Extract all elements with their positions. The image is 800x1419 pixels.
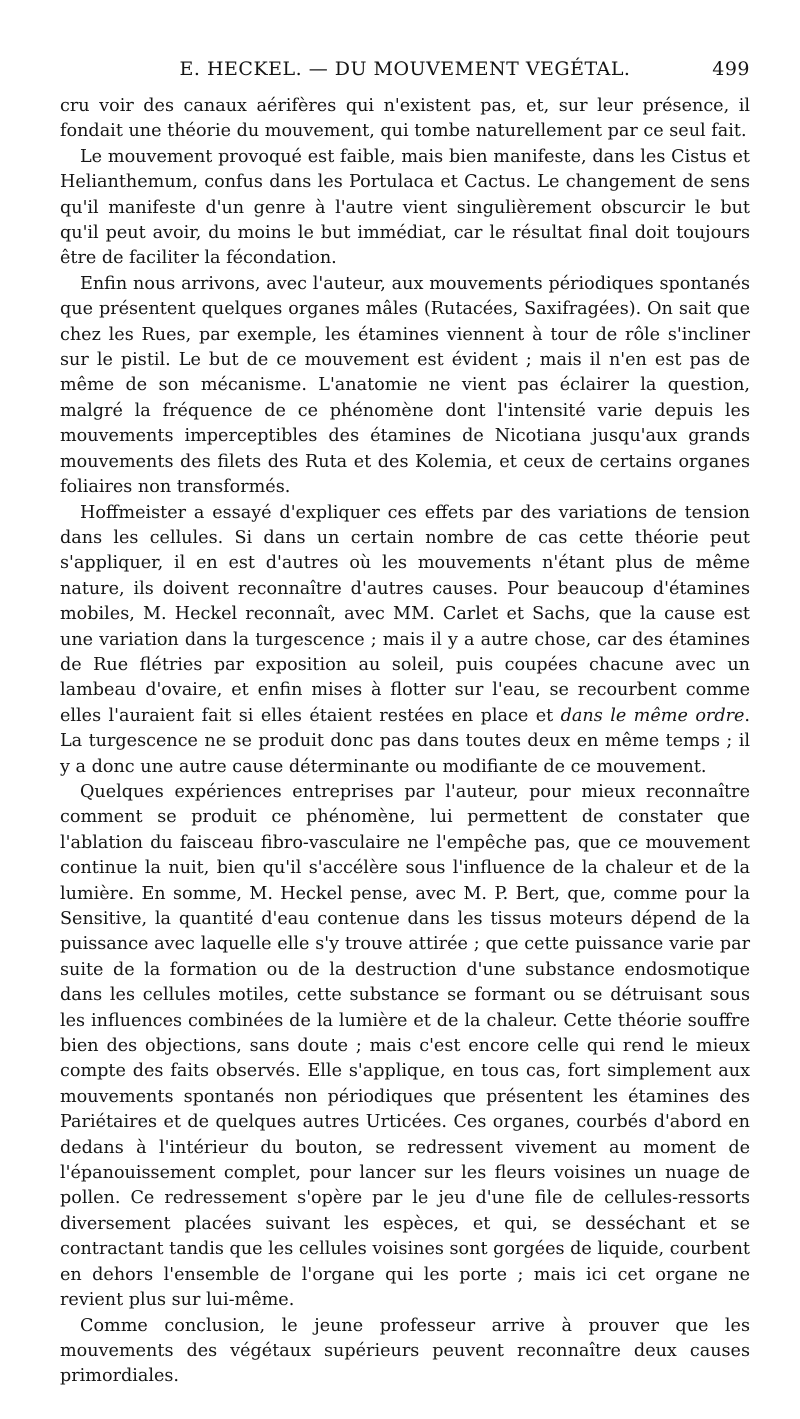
running-head bbox=[60, 58, 750, 94]
paragraph: Le mouvement provoqué est faible, mais bien manifeste, dans les Cistus et Helianthemum, confus dans les Portulaca et Cactus. Le changement de sens qu'il manifeste d'un genre à l'autre vient singulièrement obscurcir le but qu'il peut avoir, du moins le but immédiat, car le résultat final doit toujours être de faciliter la fécondation. bbox=[60, 146, 750, 269]
body-text bbox=[60, 94, 750, 1390]
italic-phrase: dans le même ordre bbox=[560, 705, 745, 726]
paragraph: Comme conclusion, le jeune professeur arrive à prouver que les mouvements des végétaux supérieurs peuvent reconnaître deux causes primordiales. bbox=[60, 1315, 750, 1387]
page bbox=[60, 58, 750, 1390]
paragraph: Enfin nous arrivons, avec l'auteur, aux mouvements périodiques spontanés que présentent quelques organes mâles (Rutacées, Saxifragées). On sait que chez les Rues, par exemple, les étamines viennent à tour de rôle s'incliner sur le pistil. Le but de ce mouvement est évident ; mais il n'en est pas de même de son mécanisme. L'anatomie ne vient pas éclairer la question, malgré la fréquence de ce phénomène dont l'intensité varie depuis les mouvements imperceptibles des étamines de Nicotiana jusqu'aux grands mouvements des filets des Ruta et des Kolemia, et ceux de certains organes foliaires non transformés. bbox=[60, 273, 750, 498]
paragraph: cru voir des canaux aérifères qui n'existent pas, et, sur leur présence, il fondait une théorie du mouvement, qui tombe naturellement par ce seul fait. bbox=[60, 96, 750, 142]
paragraph-text: . La turgescence ne se produit donc pas dans toutes deux en même temps ; il y a donc une autre cause déterminante ou modifiante de ce mouvement. bbox=[60, 705, 750, 777]
running-title: E. HECKEL. — DU MOUVEMENT VEGÉTAL. bbox=[179, 58, 631, 80]
page-number: 499 bbox=[712, 58, 750, 80]
paragraph bbox=[60, 501, 750, 780]
paragraph-text: Hoffmeister a essayé d'expliquer ces effets par des variations de tension dans les cellules. Si dans un certain nombre de cas cette théorie peut s'appliquer, il en est d'autres où les mouvements n'étant plus de même nature, ils doivent reconnaître d'autres causes. Pour beaucoup d'étamines mobiles, M. Heckel reconnaît, avec MM. Carlet et Sachs, que la cause est une variation dans la turgescence ; mais il y a autre chose, car des étamines de Rue flétries par exposition au soleil, puis coupées chacune avec un lambeau d'ovaire, et enfin mises à flotter sur l'eau, se recourbent comme elles l'auraient fait si elles étaient restées en place et bbox=[60, 502, 750, 726]
paragraph: Quelques expériences entreprises par l'auteur, pour mieux reconnaître comment se produit ce phénomène, lui permettent de constater que l'ablation du faisceau fibro-vasculaire ne l'empêche pas, que ce mouvement continue la nuit, bien qu'il s'accélère sous l'influence de la chaleur et de la lumière. En somme, M. Heckel pense, avec M. P. Bert, que, comme pour la Sensitive, la quantité d'eau contenue dans les tissus moteurs dépend de la puissance avec laquelle elle s'y trouve attirée ; que cette puissance varie par suite de la formation ou de la destruction d'une substance endosmotique dans les cellules motiles, cette substance se formant ou se détruisant sous les influences combinées de la lumière et de la chaleur. Cette théorie souffre bien des objections, sans doute ; mais c'est encore celle qui rend le mieux compte des faits observés. Elle s'applique, en tous cas, fort simplement aux mouvements spontanés non périodiques que présentent les étamines des Pariétaires et de quelques autres Urticées. Ces organes, courbés d'abord en dedans à l'intérieur du bouton, se redressent vivement au moment de l'épanouissement complet, pour lancer sur les fleurs voisines un nuage de pollen. Ce redressement s'opère par le jeu d'une file de cellules-ressorts diversement placées suivant les espèces, et qui, se desséchant et se contractant tandis que les cellules voisines sont gorgées de liquide, courbent en dehors l'ensemble de l'organe qui les porte ; mais ici cet organe ne revient plus sur lui-même. bbox=[60, 781, 750, 1311]
